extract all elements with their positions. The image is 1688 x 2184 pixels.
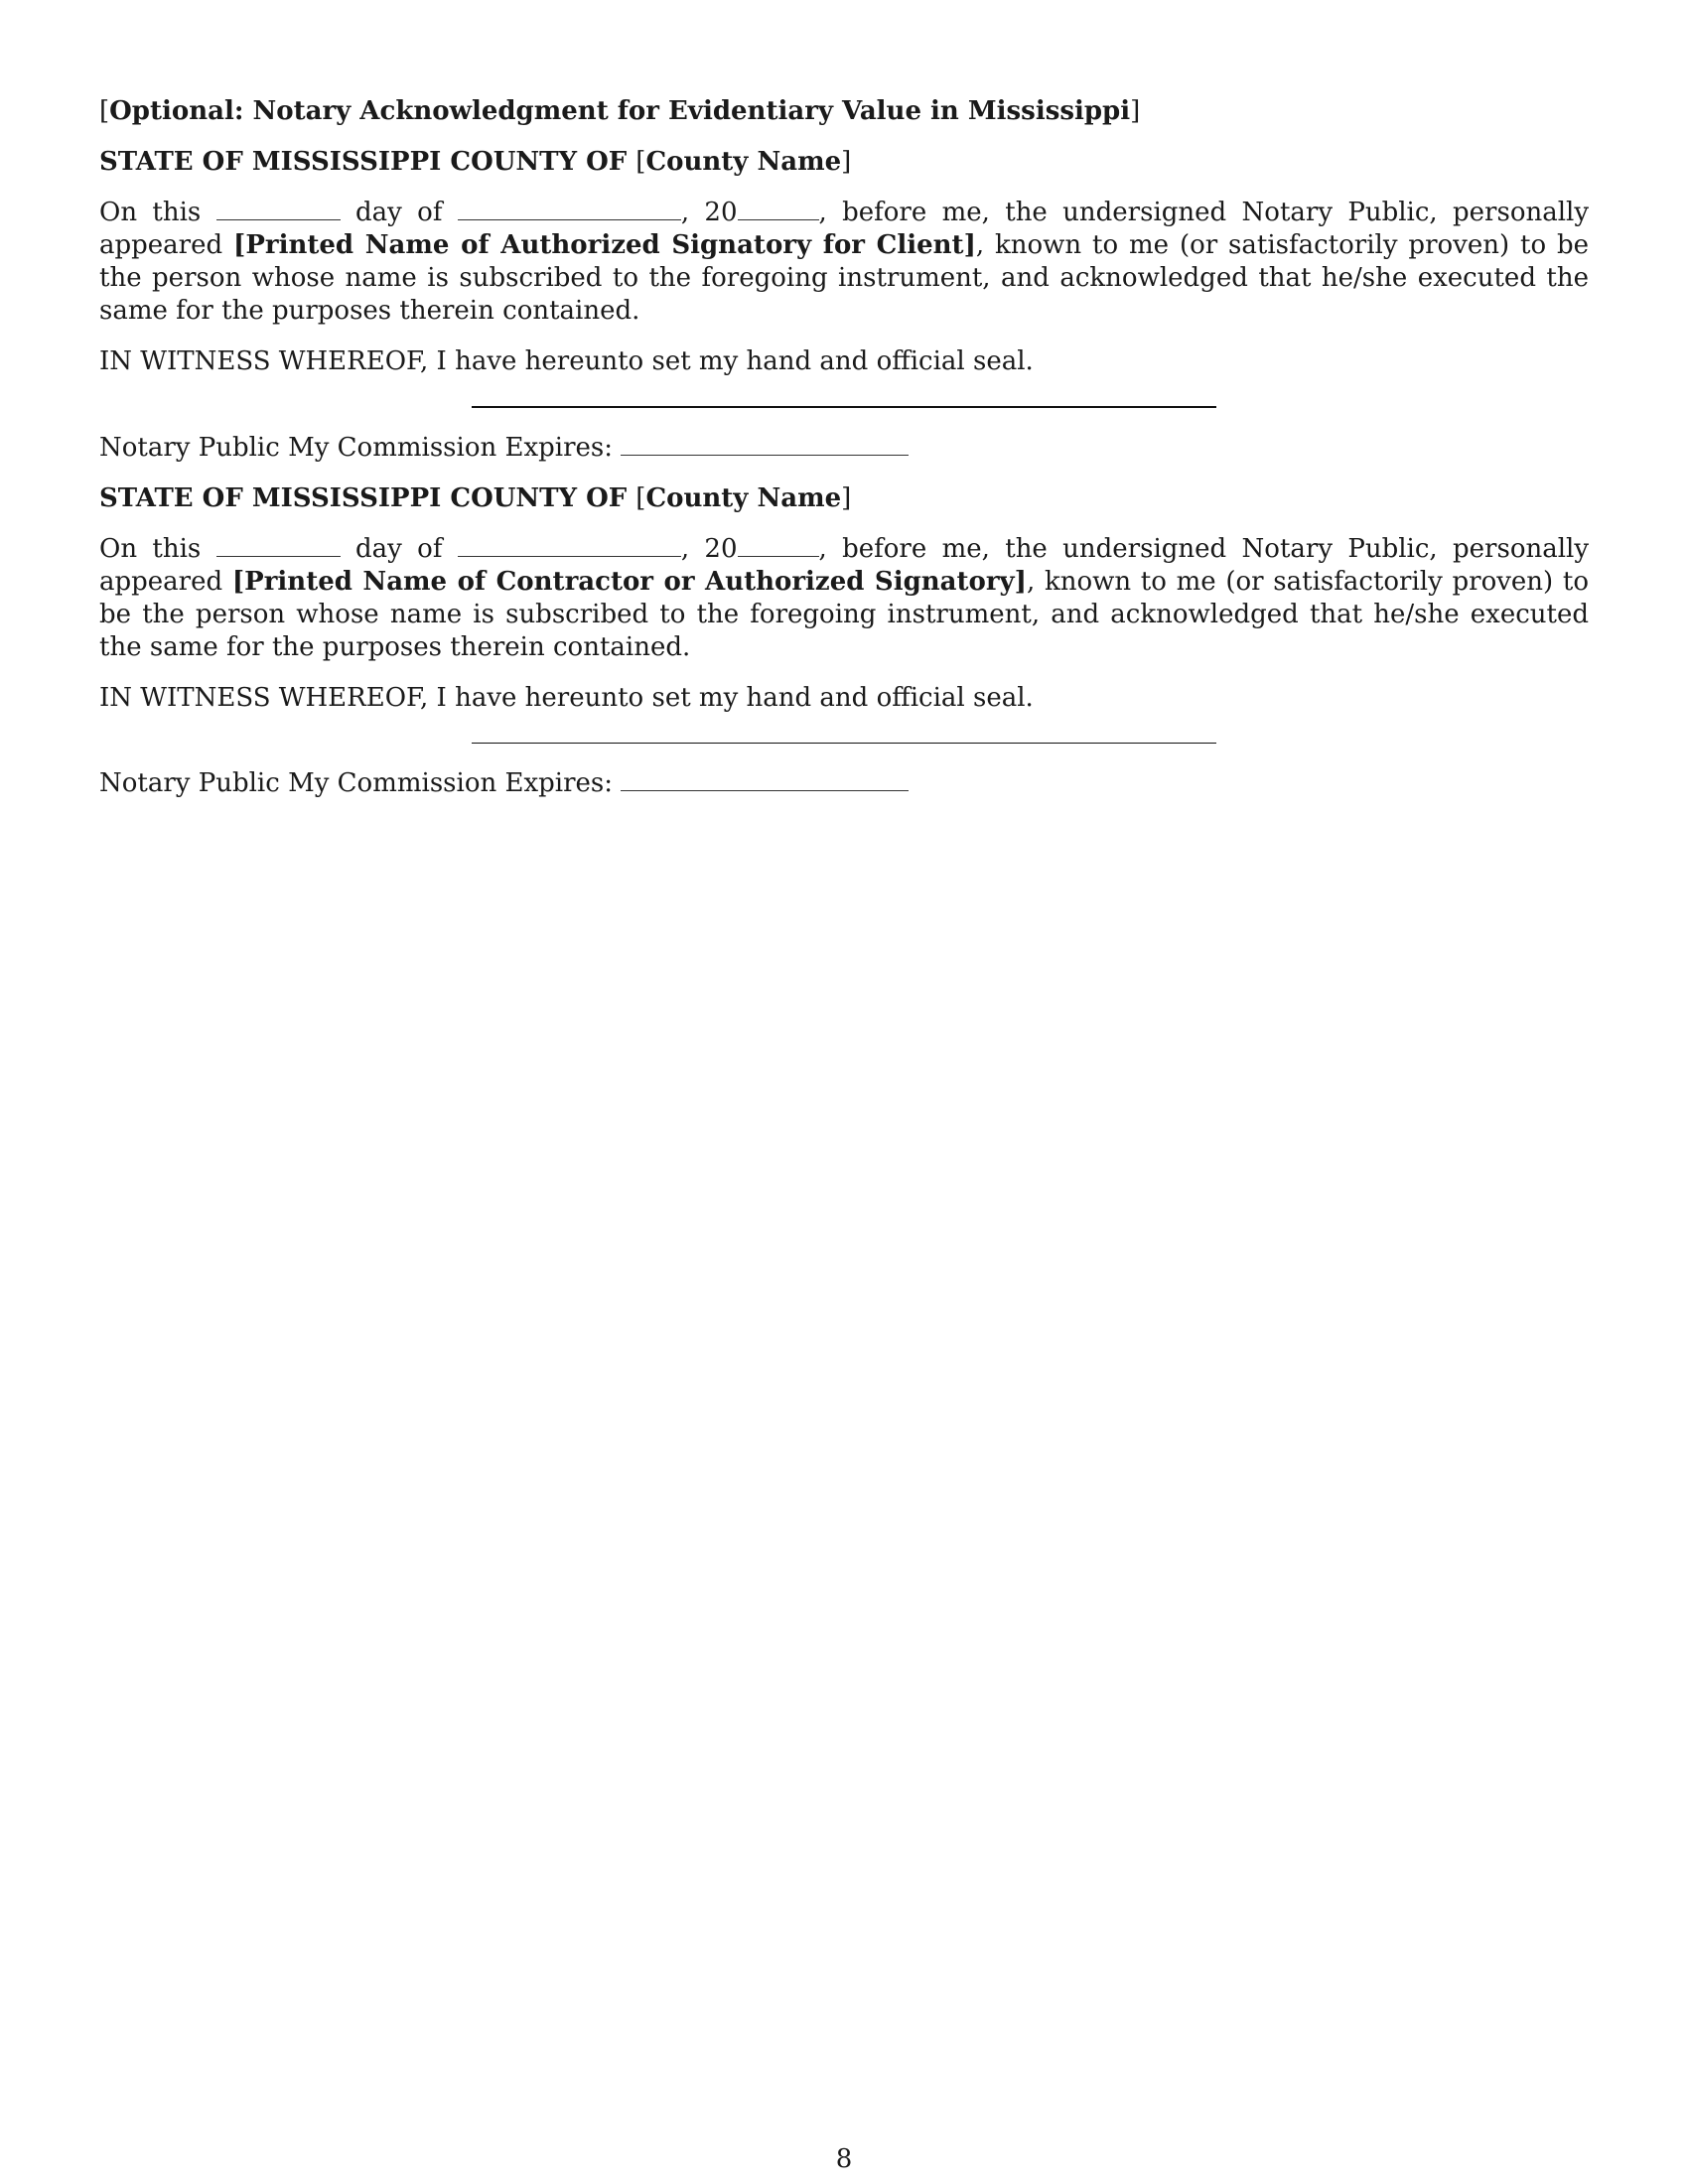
acknowledgment-paragraph: On this day of , 20 , before me, the undersigned Notary Public, personally appeared [Printed Name of Authorized Signatory for Client], known to me (or satisfactorily proven) to be the person whose name is subscribed to the foregoing instrument, and acknowledged that he/she executed the same for the purposes therein contained. xyxy=(99,198,1590,326)
page-number: 8 xyxy=(835,2144,853,2174)
document-title: [Optional: Notary Acknowledgment for Evidentiary Value in Mississippi] xyxy=(99,96,1141,126)
month-blank[interactable] xyxy=(458,200,681,220)
notary-section-contractor xyxy=(99,482,1589,800)
witness-statement: IN WITNESS WHEREOF, I have hereunto set my hand and official seal. xyxy=(99,683,1034,713)
year-blank[interactable] xyxy=(738,200,819,220)
month-blank[interactable] xyxy=(458,536,681,557)
document-page xyxy=(99,95,1589,818)
notary-section-client xyxy=(99,146,1589,465)
acknowledgment-paragraph: On this day of , 20 , before me, the undersigned Notary Public, personally appeared [Printed Name of Contractor or Authorized Signatory], known to me (or satisfactorily proven) to be the person whose name is subscribed to the foregoing instrument, and acknowledged that he/she executed the same for the purposes therein contained. xyxy=(99,534,1590,662)
day-blank[interactable] xyxy=(216,536,341,557)
signatory-placeholder: Printed Name of Contractor or Authorized Signatory xyxy=(244,567,1015,597)
commission-expires-blank[interactable] xyxy=(621,435,909,456)
county-placeholder: County Name xyxy=(645,147,842,177)
notary-signature-line[interactable] xyxy=(472,406,1216,408)
commission-expires-blank[interactable] xyxy=(621,770,909,791)
day-blank[interactable] xyxy=(216,200,341,220)
signatory-placeholder: Printed Name of Authorized Signatory for Client xyxy=(245,230,964,260)
notary-signature-line[interactable] xyxy=(472,743,1216,744)
year-blank[interactable] xyxy=(738,536,819,557)
witness-statement: IN WITNESS WHEREOF, I have hereunto set my hand and official seal. xyxy=(99,346,1034,376)
document-title-text: Optional: Notary Acknowledgment for Evidentiary Value in Mississippi xyxy=(109,96,1131,126)
commission-expires: Notary Public My Commission Expires: xyxy=(99,432,1589,465)
state-county-heading: STATE OF MISSISSIPPI COUNTY OF [County Name] xyxy=(99,147,852,177)
commission-expires: Notary Public My Commission Expires: xyxy=(99,767,1589,800)
county-placeholder: County Name xyxy=(645,483,842,513)
state-county-heading: STATE OF MISSISSIPPI COUNTY OF [County Name] xyxy=(99,483,852,513)
